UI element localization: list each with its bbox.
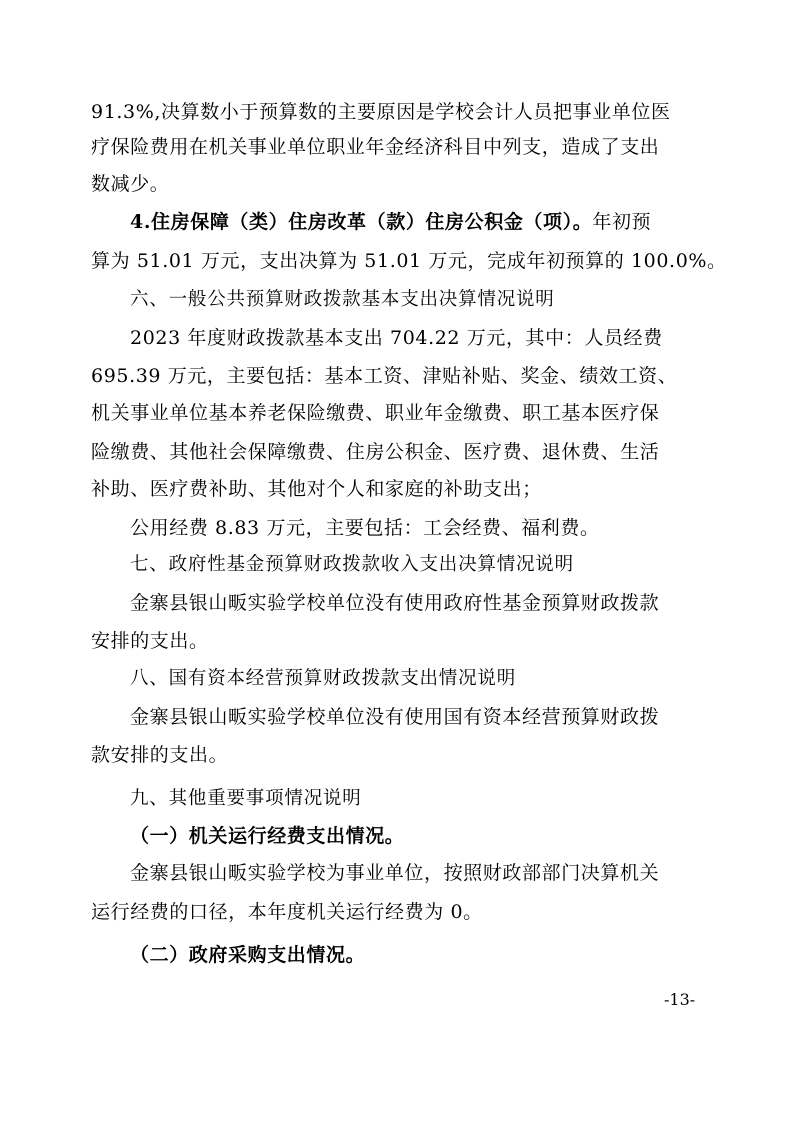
section-heading: 九、其他重要事项情况说明 [130, 788, 362, 809]
body-text-line: 91.3%,决算数小于预算数的主要原因是学校会计人员把事业单位医 [91, 101, 671, 123]
body-text-line: 金寨县银山畈实验学校单位没有使用国有资本经营预算财政拨 [130, 706, 660, 728]
subsection-heading: （二）政府采购支出情况。 [130, 944, 366, 966]
body-text-line: 695.39 万元，主要包括：基本工资、津贴补贴、奖金、绩效工资、 [91, 365, 678, 387]
item4-first-line [130, 210, 711, 234]
item4-text: 年初预 [592, 211, 652, 233]
section-heading: 八、国有资本经营预算财政拨款支出情况说明 [130, 668, 517, 689]
section-heading: 七、政府性基金预算财政拨款收入支出决算情况说明 [130, 554, 574, 575]
body-text-line: 公用经费 8.83 万元，主要包括：工会经费、福利费。 [130, 517, 600, 539]
body-text-line: 2023 年度财政拨款基本支出 704.22 万元，其中：人员经费 [130, 327, 663, 349]
body-text-line: 款安排的支出。 [91, 744, 229, 766]
item4-bold-label: 4.住房保障（类）住房改革（款）住房公积金（项）。 [130, 211, 593, 233]
page-number: -13- [664, 990, 696, 1009]
body-text-line: 补助、医疗费补助、其他对个人和家庭的补助支出； [91, 478, 542, 500]
body-text-line: 机关事业单位基本养老保险缴费、职业年金缴费、职工基本医疗保 [91, 402, 660, 424]
body-text-line: 数减少。 [91, 173, 170, 195]
body-text-line: 险缴费、其他社会保障缴费、住房公积金、医疗费、退休费、生活 [91, 441, 660, 463]
body-text-line: 金寨县银山畈实验学校单位没有使用政府性基金预算财政拨款 [130, 592, 660, 614]
body-text-line: 金寨县银山畈实验学校为事业单位，按照财政部部门决算机关 [130, 862, 660, 884]
section-heading: 六、一般公共预算财政拨款基本支出决算情况说明 [130, 289, 555, 310]
subsection-heading: （一）机关运行经费支出情况。 [130, 825, 405, 847]
body-text-line: 运行经费的口径，本年度机关运行经费为 0。 [91, 901, 483, 923]
body-text-line: 疗保险费用在机关事业单位职业年金经济科目中列支，造成了支出 [91, 136, 660, 158]
body-text-line: 安排的支出。 [91, 630, 209, 652]
body-text-line: 算为 51.01 万元，支出决算为 51.01 万元，完成年初预算的 100.0%。 [91, 250, 727, 272]
